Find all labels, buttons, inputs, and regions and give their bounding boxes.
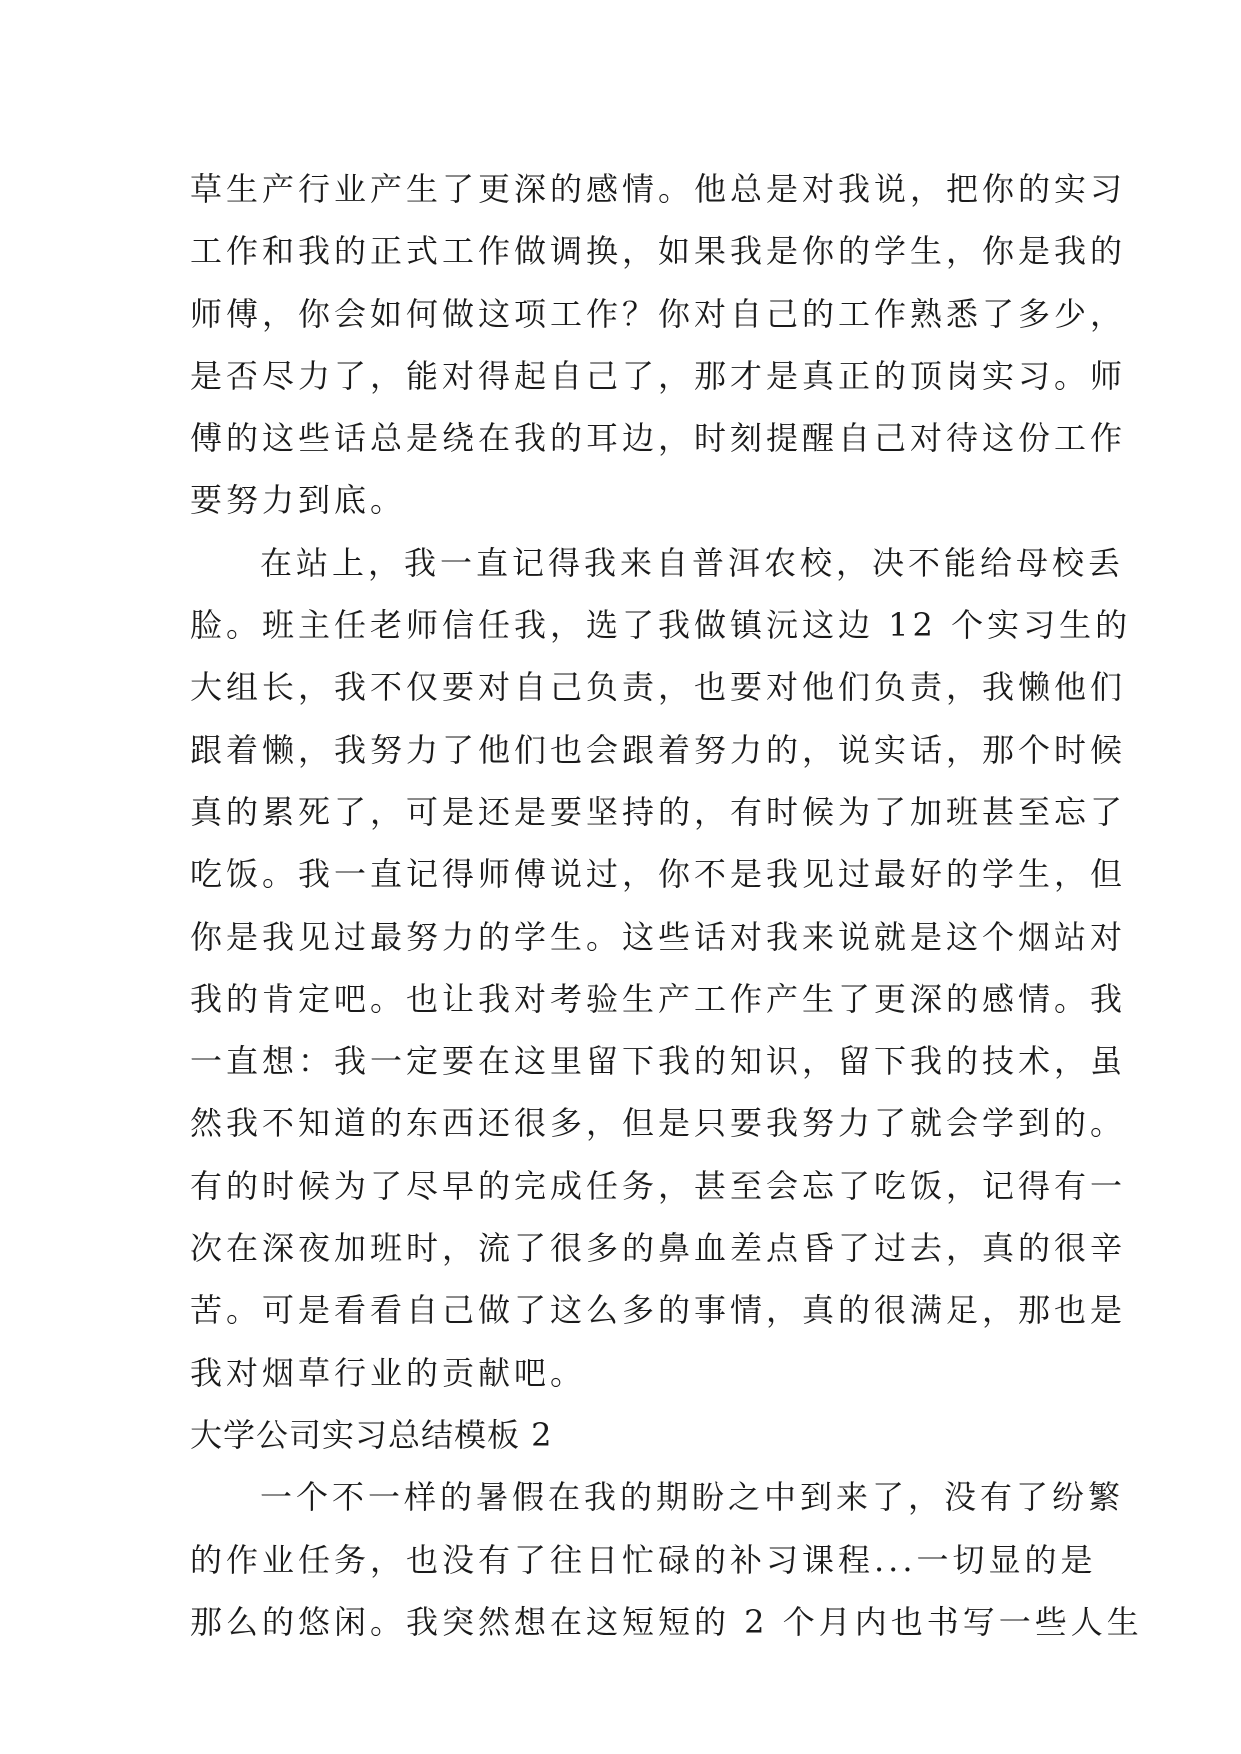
- text-line: 苦。可是看看自己做了这么多的事情，真的很满足，那也是: [190, 1291, 1127, 1330]
- text-line: 你是我见过最努力的学生。这些话对我来说就是这个烟站对: [190, 917, 1127, 956]
- text-line: 工作和我的正式工作做调换，如果我是你的学生，你是我的: [190, 232, 1127, 271]
- paragraph-3: [190, 1466, 1143, 1653]
- text-line: 跟着懒，我努力了他们也会跟着努力的，说实话，那个时候: [190, 730, 1127, 769]
- text-line: 一直想：我一定要在这里留下我的知识，留下我的技术，虽: [190, 1042, 1127, 1081]
- section-heading: 大学公司实习总结模板 2: [190, 1415, 553, 1454]
- document-body: [190, 158, 1143, 1653]
- text-line: 然我不知道的东西还很多，但是只要我努力了就会学到的。: [190, 1104, 1127, 1143]
- text-line: 一个不一样的暑假在我的期盼之中到来了，没有了纷繁: [260, 1478, 1125, 1517]
- text-line: 有的时候为了尽早的完成任务，甚至会忘了吃饭，记得有一: [190, 1166, 1127, 1205]
- text-line: 傅的这些话总是绕在我的耳边，时刻提醒自己对待这份工作: [190, 419, 1127, 458]
- text-line: 是否尽力了，能对得起自己了，那才是真正的顶岗实习。师: [190, 356, 1127, 395]
- text-line: 真的累死了，可是还是要坚持的，有时候为了加班甚至忘了: [190, 792, 1127, 831]
- text-line: 我的肯定吧。也让我对考验生产工作产生了更深的感情。我: [190, 979, 1127, 1018]
- text-line: 吃饭。我一直记得师傅说过，你不是我见过最好的学生，但: [190, 855, 1127, 894]
- text-line: 脸。班主任老师信任我，选了我做镇沅这边 12 个实习生的: [190, 606, 1132, 645]
- text-line: 那么的悠闲。我突然想在这短短的 2 个月内也书写一些人生: [190, 1602, 1143, 1641]
- paragraph-1: [190, 158, 1127, 532]
- text-line: 我对烟草行业的贡献吧。: [190, 1353, 587, 1392]
- text-line: 大组长，我不仅要对自己负责，也要对他们负责，我懒他们: [190, 668, 1127, 707]
- text-line: 师傅，你会如何做这项工作？你对自己的工作熟悉了多少，: [190, 294, 1127, 333]
- paragraph-2: [190, 532, 1132, 1404]
- text-line: 要努力到底。: [190, 481, 407, 520]
- text-line: 在站上，我一直记得我来自普洱农校，决不能给母校丢: [260, 543, 1125, 582]
- text-line: 次在深夜加班时，流了很多的鼻血差点昏了过去，真的很辛: [190, 1229, 1127, 1268]
- text-line: 草生产行业产生了更深的感情。他总是对我说，把你的实习: [190, 170, 1127, 208]
- text-line: 的作业任务，也没有了往日忙碌的补习课程...一切显的是: [190, 1540, 1097, 1579]
